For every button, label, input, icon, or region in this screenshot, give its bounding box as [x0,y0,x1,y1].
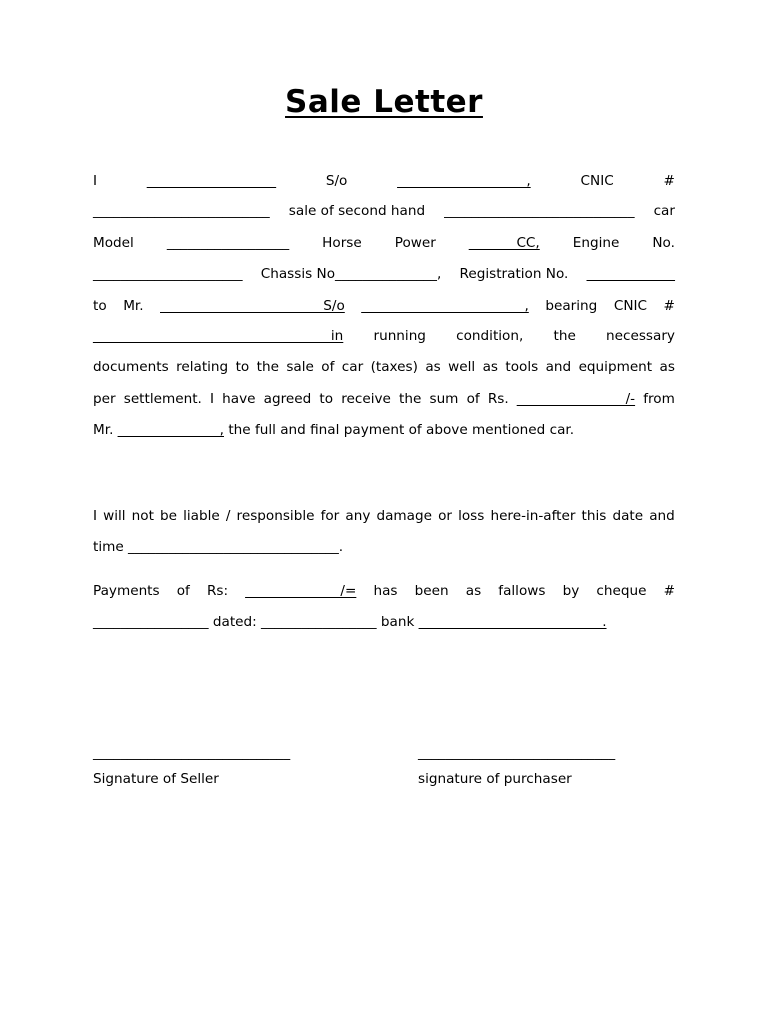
line-word: of [321,359,335,375]
line-word: as [659,359,675,375]
line-word: settlement. [123,391,202,407]
line-word: bearing [545,298,598,314]
seller-signature-line: _____________________________ [93,745,291,761]
text-line-7 [93,357,675,377]
line-word: Mr. [93,422,118,438]
line-word: as [482,359,498,375]
purchaser-signature-label: signature of purchaser [418,771,572,787]
line-word: Rs: [206,583,229,599]
text-line-8 [93,389,675,409]
line-word: the [553,328,576,344]
line-word: _______CC, [468,235,540,251]
line-word: from [643,391,675,407]
text-line-11 [93,537,675,557]
line-word: Model [93,235,134,251]
line-word: Chassis No_______________, [260,266,442,282]
line-word: car [341,359,364,375]
line-word: _____________ [586,266,675,282]
line-word: I [210,391,215,407]
line-word: the full and final payment of above mentioned car. [224,422,575,438]
text-line-3 [93,233,675,253]
line-word: ___________________, [397,173,531,189]
line-word: ________________________S/o [160,298,345,314]
line-word: ______________________ [93,266,243,282]
line-word: # [663,583,675,599]
line-word: I [93,508,98,524]
line-word: have [222,391,256,407]
line-word: _________________ dated: _________________ bank [93,614,419,630]
line-word: condition, [456,328,524,344]
line-word: / [225,508,231,524]
line-word: to [235,359,250,375]
line-word: (taxes) [370,359,418,375]
line-word: CNIC [580,173,614,189]
text-line-5 [93,296,675,316]
line-word: sale of second hand [288,203,426,219]
text-line-13 [93,612,675,632]
line-word: or [438,508,452,524]
line-word: to [319,391,334,407]
line-word: Engine [572,235,620,251]
line-word: and [545,359,572,375]
line-word: for [320,508,340,524]
line-word: been [414,583,449,599]
line-word: will [103,508,126,524]
line-word: the [399,391,422,407]
line-word: sum [429,391,459,407]
line-word: sale [286,359,314,375]
line-word: here-in-after [490,508,576,524]
line-word: loss [458,508,485,524]
line-word: S/o [325,173,348,189]
line-word: Rs. [487,391,509,407]
text-line-9 [93,420,675,440]
line-word: Power [394,235,436,251]
text-line-2 [93,201,675,221]
text-line-12 [93,581,675,601]
line-word: as [465,583,482,599]
document-title: Sale Letter [285,84,483,120]
line-word: this [581,508,607,524]
line-word: No. [652,235,675,251]
line-word: ______________/= [245,583,357,599]
line-word: per [93,391,116,407]
line-word: fallows [498,583,546,599]
line-word: Horse [322,235,362,251]
text-line-1 [93,171,675,191]
line-word: __________________ [166,235,290,251]
line-word: car [653,203,675,219]
line-word: not [131,508,154,524]
line-word: cheque [596,583,647,599]
line-word: any [345,508,371,524]
seller-signature-label: Signature of Seller [93,771,219,787]
line-word: Registration No. [459,266,569,282]
line-word: responsible [236,508,315,524]
line-word: well [448,359,476,375]
text-line-10 [93,506,675,526]
line-word: agreed [263,391,312,407]
line-word: ________________________, [361,298,529,314]
line-word: date [612,508,644,524]
line-word: running [373,328,426,344]
line-word: ___________________________________in [93,328,344,344]
line-word: I [93,173,98,189]
line-word: necessary [606,328,675,344]
line-word: be [160,508,178,524]
line-word: relating [176,359,229,375]
line-word: Mr. [123,298,144,314]
line-word: ___________________ [146,173,276,189]
line-word: # [663,298,675,314]
time-line: time _______________________________. [93,539,344,555]
line-word: and [649,508,675,524]
line-word: CNIC [613,298,647,314]
line-word: ____________________________ [444,203,635,219]
line-word: equipment [578,359,653,375]
line-word: has [373,583,398,599]
line-word: ________________/- [516,391,636,407]
purchaser-signature-line: _____________________________ [418,745,616,761]
line-word: documents [93,359,169,375]
line-word: by [562,583,580,599]
line-word: the [256,359,279,375]
line-word: __________________________ [93,203,270,219]
line-word: as [425,359,441,375]
line-word: damage [376,508,432,524]
line-word: liable [183,508,220,524]
line-word: of [176,583,190,599]
line-word: of [466,391,480,407]
text-line-6 [93,326,675,346]
line-word: _______________, [117,422,224,438]
line-word: to [93,298,107,314]
line-word: Payments [93,583,160,599]
line-word: tools [505,359,539,375]
line-word: receive [341,391,391,407]
text-line-4 [93,264,675,284]
line-word: # [663,173,675,189]
line-word: ___________________________. [418,614,607,630]
